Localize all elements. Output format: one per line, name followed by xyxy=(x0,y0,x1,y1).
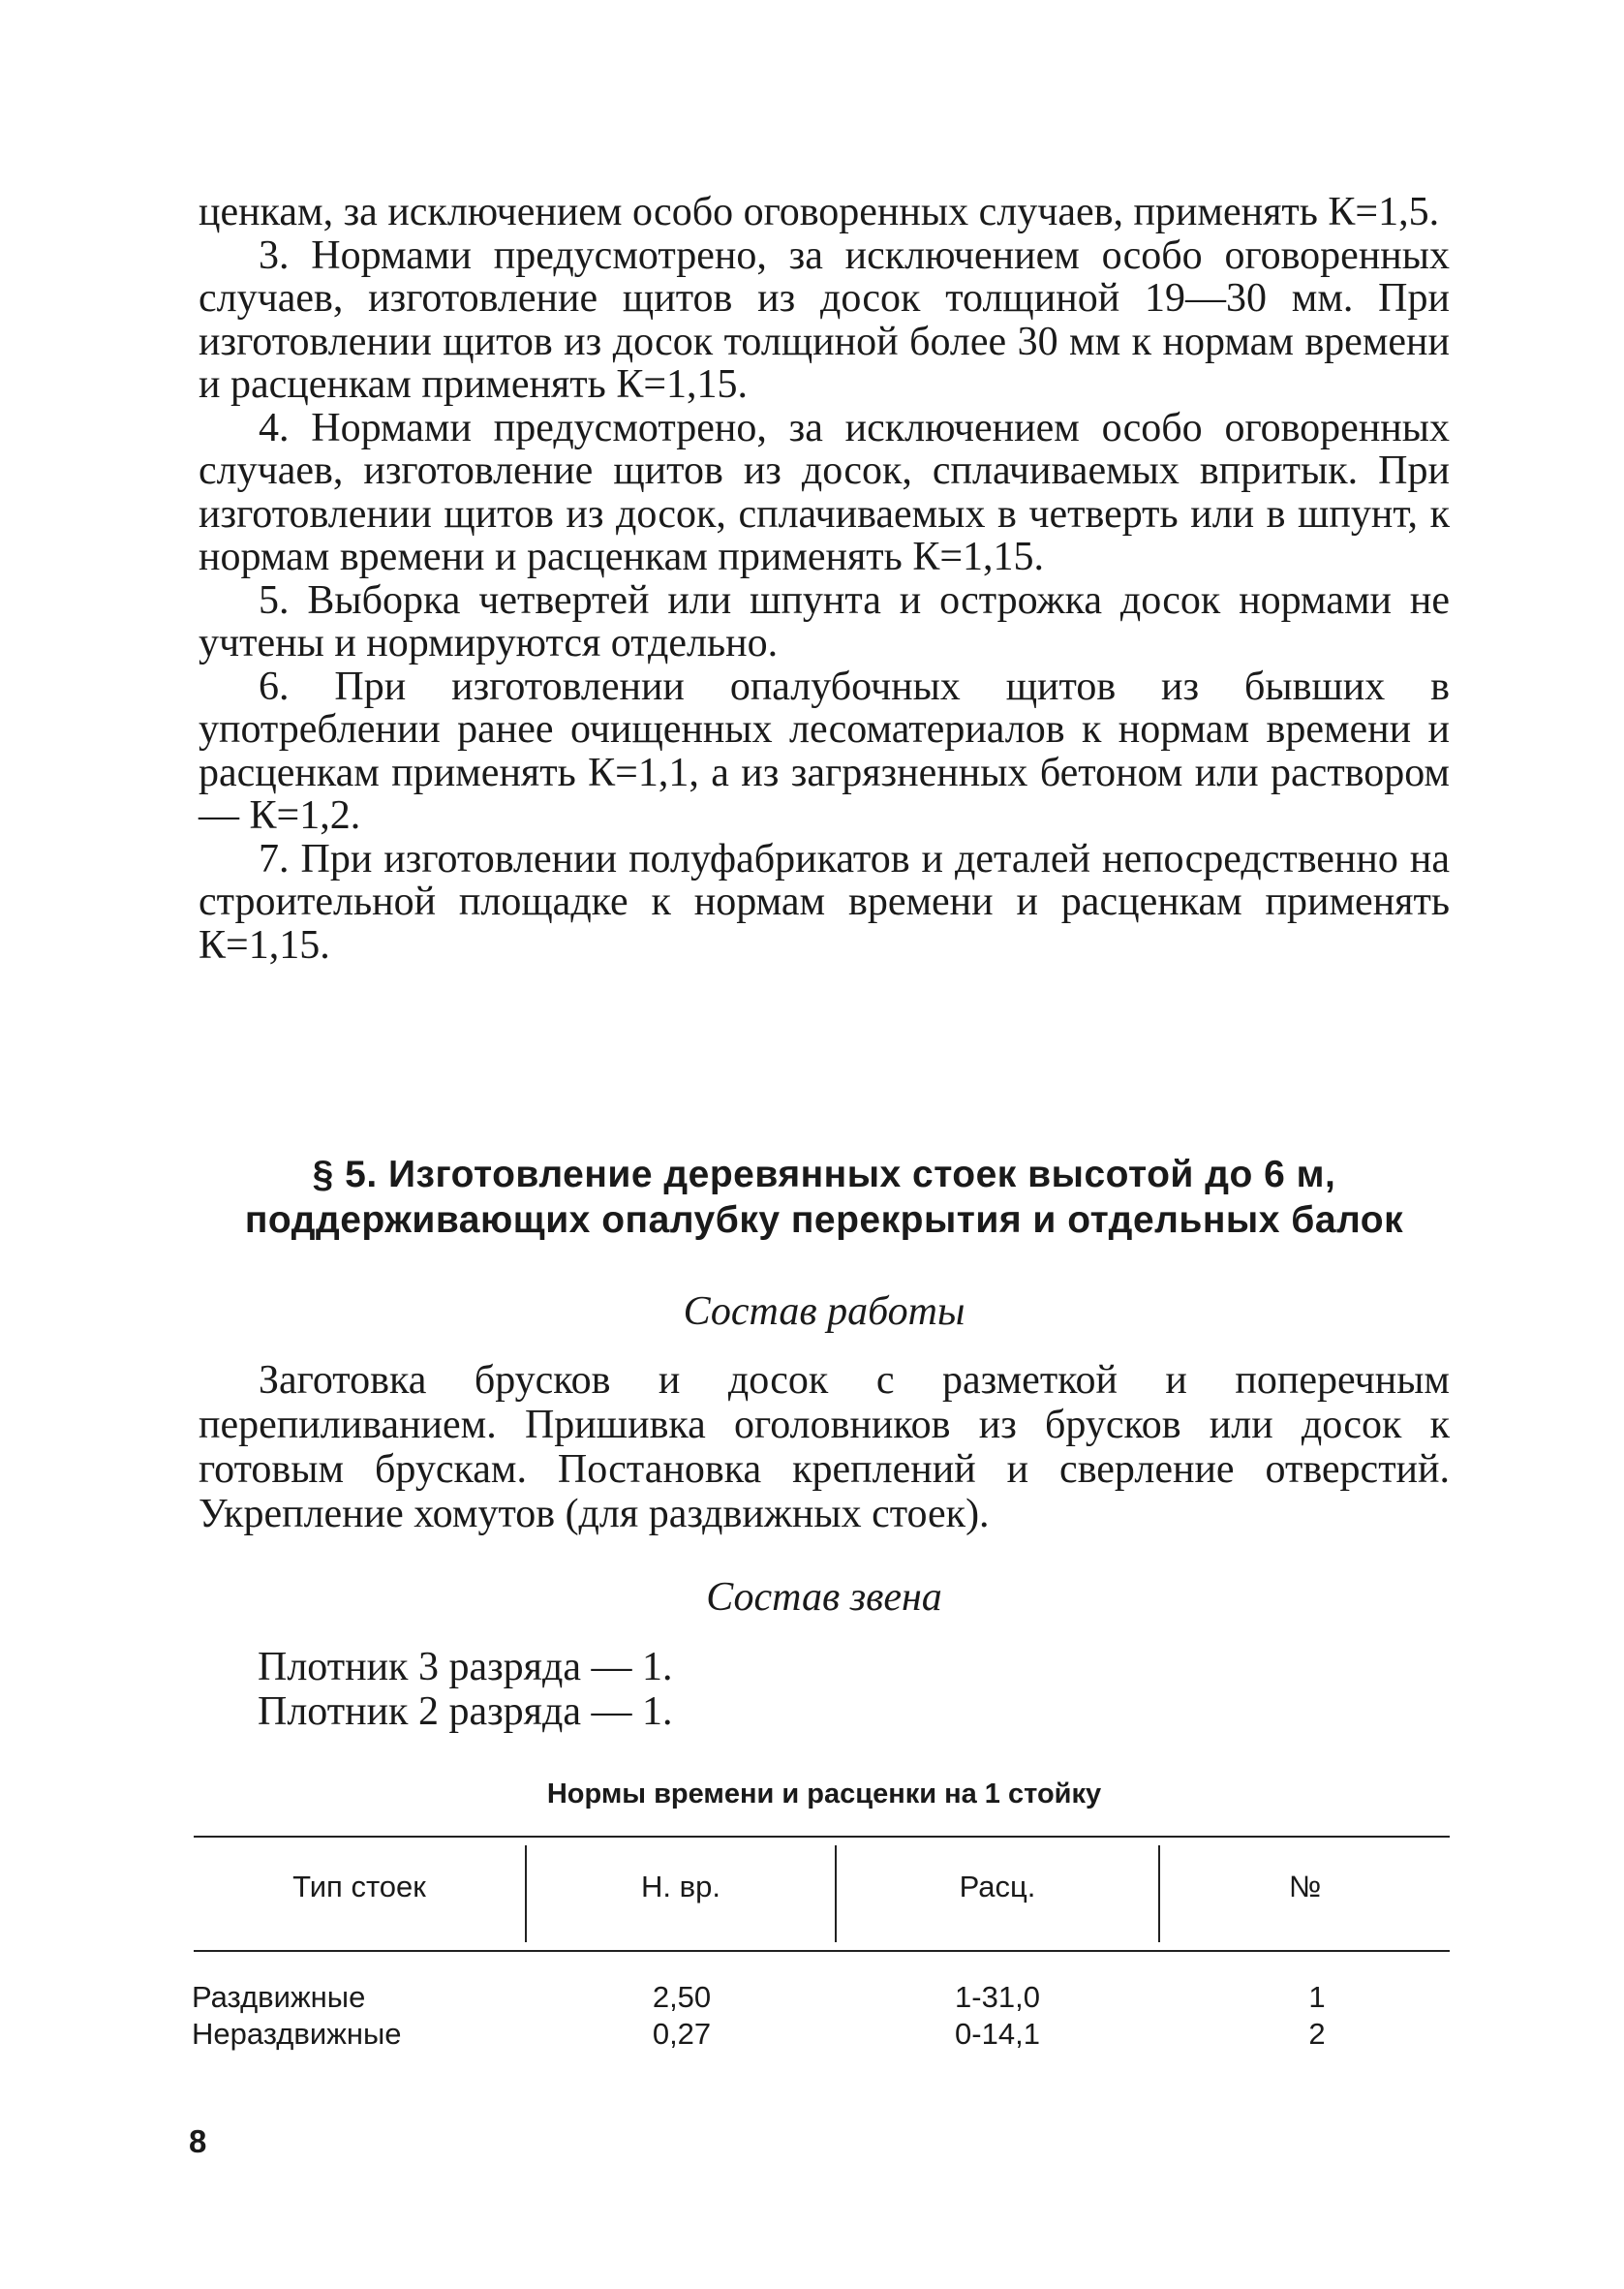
table-top-rule xyxy=(194,1836,1450,1838)
cell-type: Раздвижные xyxy=(192,1980,366,2014)
table-caption: Нормы времени и расценки на 1 стойку xyxy=(546,1779,1102,1810)
table-header-time: Н. вр. xyxy=(641,1870,720,1903)
paragraph: 7. При изготовлении полуфабрикатов и деталей непосредственно на строительной площадке к нормам времени и расценкам применять К=1,15. xyxy=(199,836,1450,968)
cell-number: 1 xyxy=(1308,1980,1326,2014)
table-header-number: № xyxy=(1288,1870,1322,1903)
cell-rate: 0-14,1 xyxy=(955,2017,1040,2051)
section-heading-line1: § 5. Изготовление деревянных стоек высотой до 6 м, xyxy=(312,1154,1336,1195)
work-composition-text: Заготовка брусков и досок с разметкой и поперечным перепиливанием. Пришивка оголовников из брусков или досок к готовым брускам. Постановка креплений и сверление отверстий. Укрепление хомутов (для раздвижных стоек). xyxy=(199,1358,1450,1536)
paragraph: ценкам, за исключением особо оговоренных случаев, применять К=1,5. xyxy=(199,190,1440,234)
paragraph: 3. Нормами предусмотрено, за исключением особо оговоренных случаев, изготовление щитов из досок толщиной 19—30 мм. При изготовлении щитов из досок толщиной более 30 мм к нормам времени и расценкам применять К=1,15. xyxy=(199,232,1450,407)
crew-list xyxy=(258,1645,673,1734)
notes-block xyxy=(199,191,1450,967)
paragraph: 4. Нормами предусмотрено, за исключением особо оговоренных случаев, изготовление щитов из досок, сплачиваемых впритык. При изготовлении щитов из досок, сплачиваемых в четверть или в шпунт, к нормам времени и расценкам применять К=1,15. xyxy=(199,405,1450,579)
crew-item: Плотник 2 разряда — 1. xyxy=(258,1689,673,1734)
paragraph: 6. При изготовлении опалубочных щитов из бывших в употреблении ранее очищенных лесоматериалов к нормам времени и расценкам применять К=1,1, а из загрязненных бетоном или раствором — К=1,2. xyxy=(199,664,1450,838)
cell-time: 2,50 xyxy=(652,1980,712,2014)
cell-time: 0,27 xyxy=(652,2017,712,2051)
work-composition-block xyxy=(199,1358,1450,1536)
crew-composition-title: Состав звена xyxy=(706,1575,942,1620)
cell-type: Нераздвижные xyxy=(192,2017,402,2051)
table-header-rate: Расц. xyxy=(959,1870,1036,1903)
table-header-type: Тип стоек xyxy=(292,1870,426,1903)
crew-item: Плотник 3 разряда — 1. xyxy=(258,1645,673,1689)
cell-rate: 1-31,0 xyxy=(955,1980,1040,2014)
page-number: 8 xyxy=(189,2123,207,2159)
paragraph: 5. Выборка четвертей или шпунта и острожка досок нормами не учтены и нормируются отдельно. xyxy=(199,577,1450,665)
section-heading xyxy=(199,1152,1450,1243)
cell-number: 2 xyxy=(1308,2017,1326,2051)
section-heading-line2: поддерживающих опалубку перекрытия и отдельных балок xyxy=(244,1199,1404,1241)
work-composition-title: Состав работы xyxy=(683,1289,965,1334)
table-header-rule xyxy=(194,1950,1450,1952)
